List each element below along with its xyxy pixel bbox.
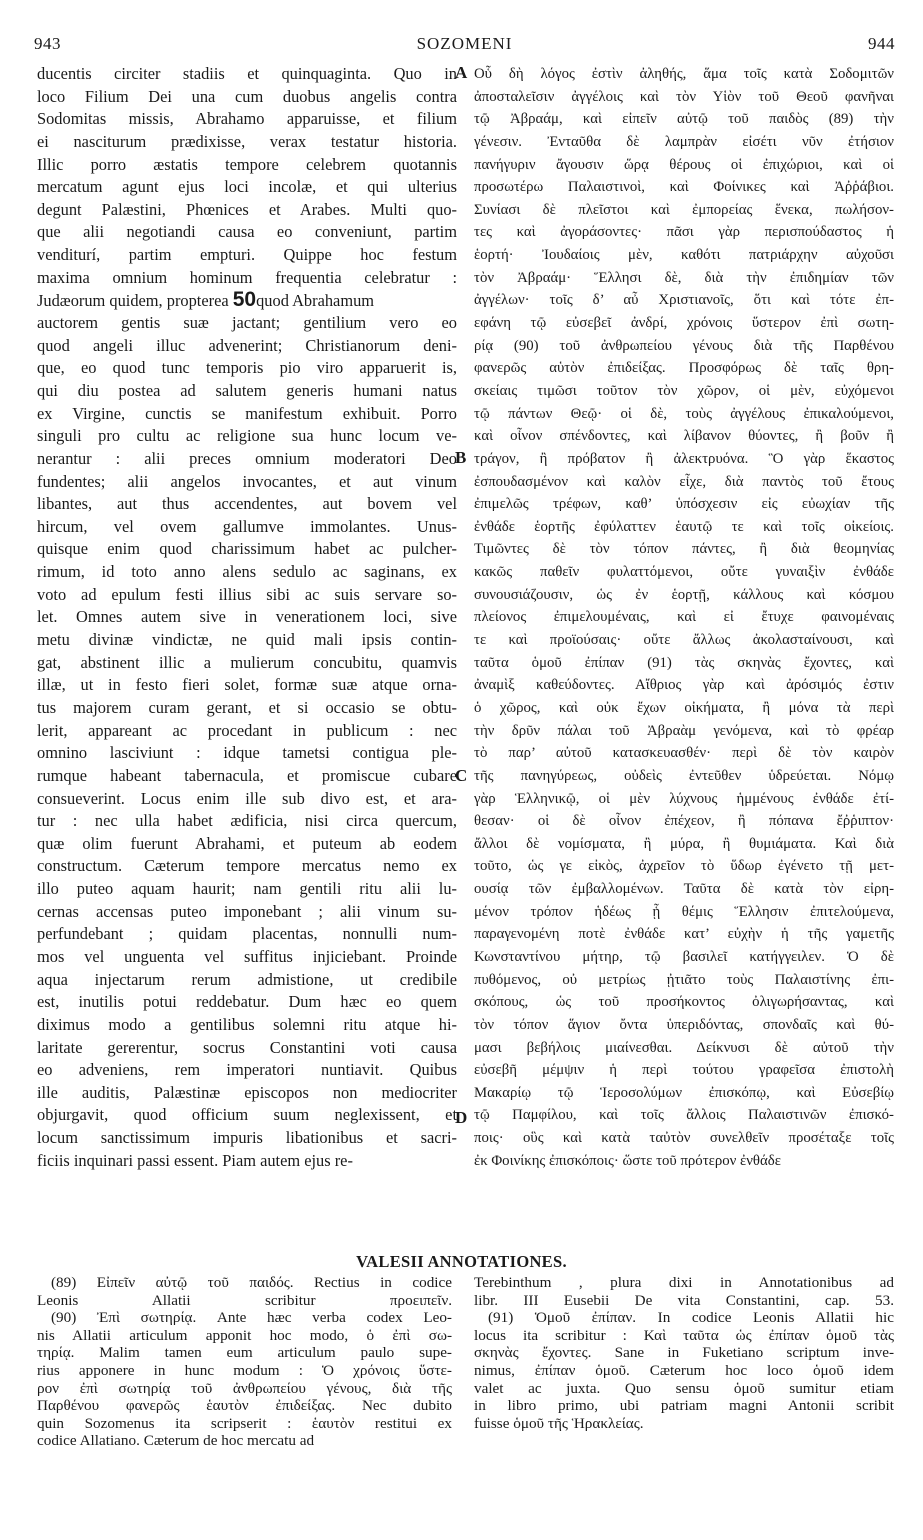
greek-text-line: τε καὶ προϊούσαις· οὔτε ἄλλως ἀκολασταίνουσι, καὶ <box>474 632 894 649</box>
note-line: fuisse ὁμοῦ τῆς Ἡρακλείας. <box>474 1414 644 1432</box>
greek-text-line: τῷ πάντων Θεῷ· οἱ δὲ, τοὺς ἀγγέλους ἐπικαλούμενοι, <box>474 405 894 422</box>
latin-text-line: locum sanctissimum impuris libationibus et sacri- <box>37 1128 457 1148</box>
greek-text-line: Συνίασι δὲ πλεῖστοι καὶ ἐμπορείας ἕνεκα, πωλήσον- <box>474 201 894 218</box>
margin-marker-b: B <box>455 448 467 467</box>
latin-text-line: laritate gererentur, socrus Constantini voti causa <box>37 1037 457 1057</box>
latin-text-line: omnino lasciviunt : idque tametsi contigua ple- <box>37 743 457 763</box>
latin-text-line: metu divinæ vindictæ, ne quid mali ipsis contin- <box>37 630 457 650</box>
greek-text-line: ἀποσταλεῖσιν ἀγγέλοις καὶ τὸν Υἱὸν τοῦ Θεοῦ φανῆναι <box>474 88 894 105</box>
note-line: valet ac juxta. Quo sensu ὁμοῦ sumitur etiam <box>474 1379 894 1397</box>
greek-text-line: παραγενομένη ποτὲ ἐνθάδε κατ’ εὐχὴν ἡ τῆς γαμετῆς <box>474 926 894 943</box>
note-line: (91) Ὁμοῦ ἐπίπαν. In codice Leonis Allatii hic <box>488 1309 894 1327</box>
latin-text-line: ficiis inquinari passi essent. Piam autem ejus re- <box>37 1150 353 1170</box>
greek-text-line: κακῶς παθεῖν φυλαττόμενοι, οὔτε γυναιξὶν ἐνθάδε <box>474 564 894 581</box>
greek-text-line: ταῦτα ὁμοῦ ἐπίπαν (91) τὰς σκηνὰς ἔχοντες, καὶ <box>474 654 894 671</box>
greek-text-line: τὴν δρῦν πάλαι τοῦ Ἀβραὰμ γενόμενα, καὶ τὸ φρέαρ <box>474 722 894 739</box>
latin-text-line: est, inutilis potui reddebatur. Dum hæc eo quem <box>37 992 457 1012</box>
greek-text-line: Οὗ δὴ λόγος ἐστὶν ἀληθής, ἅμα τοῖς κατὰ Σοδομιτῶν <box>474 66 894 82</box>
greek-text-line: ἐκ Φοινίκης ἐπισκόποις· ὥστε τοῦ πρότερον ἐνθάδε <box>474 1152 781 1169</box>
latin-text-line: perfundebant ; quidam placentas, nonnulli num- <box>37 924 457 944</box>
latin-column <box>37 63 457 1172</box>
greek-text-line: ρίᾳ (90) τοῦ ἀνθρωπείου γένους διὰ τῆς Παρθένου <box>474 337 894 354</box>
latin-text-line: nerantur : alii preces omnium moderatori Deo <box>37 448 457 468</box>
latin-text-line: tur : nec ulla habet ædificia, nisi circa quercum, <box>37 811 457 831</box>
latin-text-line: maxima omnium hominum frequentia celebratur : <box>37 267 457 287</box>
latin-text-line: illæ, ut in festo fieri solet, formæ suæ atque orna- <box>37 675 457 695</box>
note-line: Terebinthum , plura dixi in Annotationibus ad <box>474 1274 894 1291</box>
note-line: τηρίᾳ. Malim tamen eum articulum paulo supe- <box>37 1344 452 1362</box>
greek-text-line: θεσαν· οἱ δὲ οἶνον ἐπέχεον, ἢ πόπανα ἔῤῥιπτον· <box>474 813 894 830</box>
note-line: ρον ἐπὶ σωτηρίᾳ τοῦ ἀνθρωπείου γένους, διὰ τῆς <box>37 1379 452 1397</box>
greek-text-line: φανερῶς αὑτὸν ἐπιδείξας. Προσφόρως δὲ ταῖς θρη- <box>474 360 894 377</box>
greek-text-line: πυθόμενος, οὐ μετρίως ᾐτιᾶτο τοὺς Παλαιστίνης ἐπι- <box>474 971 894 988</box>
greek-text-line: τὸν τόπον ἅγιον ὄντα ὑπεριδόντας, σπονδαῖς καὶ θύ- <box>474 1016 894 1033</box>
latin-text-line: let. Omnes autem sive in venerationem loci, sive <box>37 607 457 627</box>
greek-text-line: ἀναμὶξ καθεύδοντες. Αἴθριος γὰρ καὶ ἀρόσιμός ἐστιν <box>474 677 894 694</box>
greek-text-line: μένον τρόπον ἡδέως ᾗ θέμις Ἕλλησιν ἐπιτελούμενα, <box>474 903 894 920</box>
header-title: SOZOMENI <box>416 34 513 53</box>
note-line: Παρθένου φανερῶς ἑαυτὸν ἐπιδείξας. Nec dubito <box>37 1397 452 1415</box>
greek-text-line: ἄλλοι δὲ νομίσματα, ἢ μύρα, ἢ θυμιάματα. Καὶ διὰ <box>474 835 894 852</box>
note-line: (89) Εἰπεῖν αὐτῷ τοῦ παιδός. Rectius in codice <box>51 1274 452 1291</box>
greek-text-line: σκείαις τιμῶσι τοῦτον τὸν χῶρον, οἱ μὲν, εὐχόμενοι <box>474 382 894 399</box>
greek-text-line: ουσίᾳ τῶν ἐμβαλλομένων. Ταῦτα δὲ κατὰ τὸν εἰρη- <box>474 881 894 898</box>
latin-text-line: fundentes; alii angelos invocantes, et aut vinum <box>37 471 457 491</box>
right-page-number: 944 <box>868 34 895 53</box>
latin-text-line <box>37 289 457 312</box>
note-line: libr. III Eusebii De vita Constantini, cap. 53. <box>474 1291 894 1309</box>
greek-text-line: γὰρ Ἑλληνικῷ, οἱ μὲν λύχνους ἡμμένους ἐνθάδε ἐτί- <box>474 790 894 807</box>
latin-text-line: ille auditis, Palæstinæ episcopos non mediocriter <box>37 1082 457 1102</box>
greek-text-line: ἀγγέλων· τοῖς δ’ αὖ Χριστιανοῖς, ὅτι καὶ τότε ἐπ- <box>474 292 894 309</box>
greek-text-line: εφάνη τῷ εὐσεβεῖ ἀνδρί, χρόνοις ὕστερον ἐπὶ σωτη- <box>474 315 894 332</box>
note-line: quin Sozomenus ita scripserit : ἑαυτὸν restitui ex <box>37 1414 452 1432</box>
greek-text-line: συνουσιάζουσιν, ὡς ἐν ἑορτῇ, κάλλους καὶ κόσμου <box>474 586 894 603</box>
latin-text-line: libantes, aut thus accendentes, aut bovem vel <box>37 494 457 514</box>
latin-text-line: rumque habeant tabernacula, et promiscue cubare <box>37 765 457 785</box>
margin-marker-c: C <box>455 766 468 785</box>
latin-text-line: lerit, appareant ac procedant in publicum : nec <box>37 720 457 740</box>
latin-text-line: que alii negotiandi causa eo conveniunt, partim <box>37 222 457 242</box>
greek-text-line: Μακαρίῳ τῷ Ἱεροσολύμων ἐπισκόπῳ, καὶ Εὐσεβίῳ <box>474 1084 894 1101</box>
latin-text-line: illo puteo aquam haurit; nam gentili ritu alii lu- <box>37 879 457 899</box>
margin-marker-d: D <box>455 1108 468 1127</box>
running-header <box>34 34 895 58</box>
latin-text-line: objurgavit, quod officium suum neglexissent, et <box>37 1105 457 1125</box>
latin-text-line: quæ olim fuerunt Abrahami, et puteum ab eodem <box>37 833 457 853</box>
greek-text-line: ποις· οὓς καὶ κατὰ ταὐτὸν συνελθεῖν προσέταξε τοῖς <box>474 1130 894 1147</box>
latin-text-segment: quod Abrahamum <box>256 291 375 311</box>
latin-text-line: Illic porro æstatis tempore celebrem quotannis <box>37 154 457 174</box>
latin-text-line: degunt Palæstini, Phœnices et Arabes. Multi quo- <box>37 199 457 219</box>
latin-text-line: auctorem gentis suæ jactant; gentilium vero eo <box>37 313 457 333</box>
greek-text-line: πλείονος ἐπιμελουμέναις, καὶ εἰ ἔτυχε φαινομέναις <box>474 609 894 626</box>
note-line: (90) Ἐπὶ σωτηρίᾳ. Ante hæc verba codex Leo- <box>51 1309 452 1327</box>
latin-text-line: venditurí, partim empturi. Quippe hoc festum <box>37 245 457 265</box>
greek-text-line: τῆς πανηγύρεως, οὐδεὶς ἐντεῦθεν ὑδρεύεται. Νόμῳ <box>474 767 894 784</box>
greek-text-line: τῷ Παμφίλου, καὶ τοῖς ἄλλοις Παλαιστινῶν ἐπισκό- <box>474 1107 894 1124</box>
greek-text-line: Τιμῶντες δὲ τὸν τόπον πάντες, ἢ διὰ θεομηνίας <box>474 541 894 558</box>
latin-text-line: eo adveniens, rem imperatori nuntiavit. Quibus <box>37 1060 457 1080</box>
latin-text-line: rimum, id toto anno alens sedulo ac saginans, ex <box>37 562 457 582</box>
latin-text-line: voto ad epulum festi illius sibi ac suis servare so- <box>37 584 457 604</box>
note-line: nis Allatii articulum apponit hoc modo, ὁ ἐπὶ σω- <box>37 1326 452 1344</box>
latin-text-line: constructum. Cæterum tempore mercatus nemo ex <box>37 856 457 876</box>
note-line: nimus, ἐπίπαν ὁμοῦ. Cæterum hoc loco ὁμοῦ idem <box>474 1361 894 1379</box>
greek-text-line: τὸν Ἀβραάμ· Ἕλλησι δὲ, διὰ τὴν ἐπιδημίαν τῶν <box>474 269 894 286</box>
latin-text-line: ei nasciturum prædixisse, verax testatur historia. <box>37 131 457 151</box>
greek-text-line: ἐπιμελῶς τρέφων, καθ’ ὑπόσχεσιν εἰς εὐωχίαν τῆς <box>474 496 894 513</box>
latin-text-line: mos vel unguenta vel suffitus injiciebant. Proinde <box>37 946 457 966</box>
greek-text-line: ὁ χῶρος, καὶ οὐκ ἔχων οἰκήματα, ἢ μόνα τὰ περὶ <box>474 699 894 716</box>
note-line: σκηνὰς ἔχοντες. Sane in Fuketiano scriptum inve- <box>474 1344 894 1362</box>
latin-text-line: que, eo quod tunc temporis pio viro apparuerit is, <box>37 358 457 378</box>
greek-text-line: μασι βεβήλοις μιαίνεσθαι. Δείκνυσι δὲ αὐτοῦ τὴν <box>474 1039 894 1056</box>
latin-text-line: diximus modo a gentilibus solemni ritu atque hi- <box>37 1014 457 1034</box>
latin-text-line: tus majorem curam gerant, et si occasio se obtu- <box>37 697 457 717</box>
note-line: rius apponere in hunc modum : Ὁ χρόνοις ὕστε- <box>37 1361 452 1379</box>
latin-text-line: consueverint. Locus enim ille sub divo est, et ara- <box>37 788 457 808</box>
latin-text-line: gat, abstinent illic a mulierum concubitu, quamvis <box>37 652 457 672</box>
latin-text-line: singuli pro cultu ac religione sua hunc locum ve- <box>37 426 457 446</box>
latin-text-line: qui diu postea ad salutem generis humani natus <box>37 380 457 400</box>
greek-text-line: σκόπους, ὡς τοῦ προσήκοντος ὀλιγωρήσαντας, καὶ <box>474 994 894 1011</box>
note-line: in libro primo, ubi patriam magni Antonii scribit <box>474 1397 894 1415</box>
greek-text-line: τες καὶ ἀγοράσοντες· πᾶσι γὰρ περισπούδαστος ἡ <box>474 224 894 241</box>
greek-text-line: τῷ Ἀβραάμ, καὶ εἰπεῖν αὐτῷ τοῦ παιδὸς (89) τὴν <box>474 111 894 128</box>
greek-text-line: ἐσπουδασμένον καὶ καλὸν εἶχε, διὰ παντὸς τοῦ ἔτους <box>474 473 894 490</box>
note-line: locus ita scribitur : Καὶ ταῦτα ὡς ἐπίπαν ὁμοῦ τὰς <box>474 1326 894 1344</box>
notes-title: VALESII ANNOTATIONES. <box>356 1252 567 1271</box>
section-number: 50 <box>232 289 257 312</box>
greek-text-line: πανήγυριν ἄγουσιν ὥρᾳ θέρους οἱ ἐπιχώριοι, καὶ οἱ <box>474 156 894 173</box>
greek-text-line: εὐσεβῆ μέμψιν ἡ περὶ τούτου γραφεῖσα ἐπιστολὴ <box>474 1062 894 1079</box>
latin-text-segment: Judæorum quidem, propterea <box>37 291 233 311</box>
notes-right-column <box>474 1274 894 1432</box>
latin-text-line: aqua injectarum rerum admistione, ut credibile <box>37 969 457 989</box>
latin-text-line: hircum, vel ovem gallumve immolantes. Unus- <box>37 516 457 536</box>
latin-text-line: quisque enim quod charissimum habet ac pulcher- <box>37 539 457 559</box>
latin-text-line: Sodomitas missis, Abrahamo apparuisse, et filium <box>37 109 457 129</box>
greek-text-line: προσωτέρω Παλαιστινοὶ, καὶ Φοίνικες καὶ Ἀῤῥάβιοι. <box>474 179 894 196</box>
greek-text-line: τοῦτο, ὡς γε εἰκὸς, ἀχρεῖον τὸ ὕδωρ ἐγένετο τῇ μετ- <box>474 858 894 875</box>
notes-left-column <box>37 1274 452 1450</box>
latin-text-line: loco Filium Dei una cum duobus angelis contra <box>37 86 457 106</box>
latin-text-line: mercatum agunt ejus loci incolæ, et qui ulterius <box>37 177 457 197</box>
note-line: codice Allatiano. Cæterum de hoc mercatu ad <box>37 1432 315 1450</box>
latin-text-line: quod angeli illuc advenerint; Christianorum deni- <box>37 335 457 355</box>
greek-column <box>474 63 894 1172</box>
greek-text-line: τὸ παρ’ αὐτοῦ κατασκευασθέν· περὶ δὲ τὸν καιρὸν <box>474 745 894 762</box>
left-page-number: 943 <box>34 34 61 53</box>
greek-text-line: τράγον, ἢ πρόβατον ἢ ἀλεκτρυόνα. Ὃ γὰρ ἕκαστος <box>474 450 894 467</box>
greek-text-line: ἐνθάδε ἑορτῆς ἐφύλαττεν ἑαυτῷ τε καὶ τοῖς οἰκείοις. <box>474 518 894 535</box>
greek-text-line: Κωνσταντίνου μήτηρ, τῷ βασιλεῖ κατήγγειλεν. Ὁ δὲ <box>474 948 894 965</box>
latin-text-line: ducentis circiter stadiis et quinquaginta. Quo in <box>37 64 457 83</box>
note-line: Leonis Allatii scribitur προειπεῖν. <box>37 1291 452 1309</box>
greek-text-line: ἑορτή· Ἰουδαίοις μὲν, καθότι πατριάρχην αὐχοῦσι <box>474 247 894 264</box>
greek-text-line: γένεσιν. Ἐνταῦθα δὲ λαμπρὰν εἰσέτι νῦν ἐτήσιον <box>474 133 894 150</box>
margin-marker-a: A <box>455 63 468 82</box>
greek-text-line: καὶ οἶνον σπένδοντες, καὶ λίβανον θύοντες, ἢ βοῦν ἢ <box>474 428 894 445</box>
latin-text-line: cernas accensas puteo imponebant ; alii vinum su- <box>37 901 457 921</box>
latin-text-line: ex Virgine, cunctis se manifestum exhibuit. Porro <box>37 403 457 423</box>
